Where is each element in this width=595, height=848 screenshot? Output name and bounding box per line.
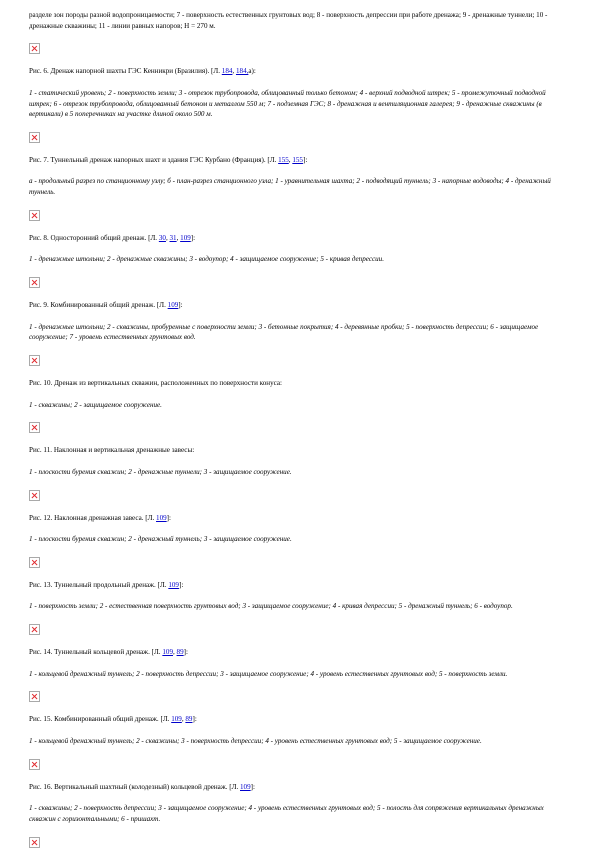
figure-legend-text: - продольный разрез по станционному узлу; б - план-разрез станционного узла; 1 - уравнительная шахта; 2 - подводящий туннель; 3 - напорные водоводы; 4 - дренажный туннель. (29, 177, 551, 197)
figure-legend-text: - плоскости бурения скважин; 2 - дренажные туннели; 3 - защищаемое сооружение. (32, 467, 292, 476)
figure-legend (29, 176, 565, 197)
figure-legend (29, 803, 565, 824)
figure-caption: Рис. 7. Туннельный дренаж напорных шахт и здания ГЭС Курбано (Франция). [Л. 155, 155]: (29, 155, 308, 164)
figure-legend-text: - поверхность земли; 2 - естественная поверхность грунтовых вод; 3 - защищаемое сооружение; 4 - кривая депрессии; 5 - дренажный туннель; 6 - водоупор. (32, 602, 513, 611)
reference-link[interactable]: 109 (167, 301, 179, 310)
intro-paragraph: разделе зон породы разной водопроницаемости; 7 - поверхность естественных грунтовых вод; 8 - поверхность депрессии при работе дренажа; 9 - дренажные туннели; 10 - дренажные скважины; 11 - линии равных напоров; H = 270 м. (29, 11, 548, 30)
figure-legend-text: - статический уровень; 2 - поверхность земли; 3 - отрезок трубопровода, облицованный только бетоном; 4 - верхний подводной штрек; 5 - промежуточный подводной штрек; 6 - отрезок трубопровода, облицованный бетоном и металлом 550 м; 7 - подземная ГЭС; 8 - дренажная и вентиляционная галерея; 9 - дренажные скважины (в вертикали) в 5 поперечниках на участке длиной около 500 м. (29, 88, 546, 119)
figure-legend-text: - дренажные штольни; 2 - дренажные скважины; 3 - водоупор; 4 - защищаемое сооружение; 5 - кривая депрессии. (32, 255, 384, 264)
figure-caption-tail: а): (248, 67, 256, 76)
broken-image-icon (29, 422, 40, 433)
figure-caption (29, 300, 565, 311)
broken-image-icon (29, 691, 40, 702)
figure-legend-lead: 1 (29, 669, 33, 678)
reference-link[interactable]: 109 (156, 513, 167, 522)
figure-legend-text: - дренажные штольни; 2 - скважины, пробуренные с поверхности земли; 3 - бетонные покрытия; 4 - деревянные пробки; 5 - поверхность депрессии; 6 - защищаемое сооружение; 7 - уровень естественных грунтовых вод. (29, 322, 539, 342)
figure-legend (29, 736, 565, 747)
reference-link[interactable]: 109 (171, 715, 182, 724)
figure-legend-text: - кольцевой дренажный туннель; 2 - поверхность депрессии; 3 - защищаемое сооружение; 4 - уровень естественных грунтовых вод; 5 - поверхность земли. (32, 669, 508, 678)
figure-caption-tail: ]: (166, 513, 172, 522)
broken-image-icon (29, 624, 40, 635)
figure-caption-tail: ]: (250, 782, 255, 791)
figure-caption-text: Рис. 11. Наклонная и вертикальная дренажные завесы: (29, 446, 195, 455)
figure-legend-lead: 1 (29, 737, 33, 746)
figure-legend-lead: 1 (29, 322, 33, 331)
figure-legend (29, 601, 565, 612)
figure-caption-tail: ]: (178, 301, 183, 310)
broken-image-icon (29, 759, 40, 770)
figure-caption: Рис. 14. Туннельный кольцевой дренаж. [Л. 109, 89]: (29, 648, 188, 657)
broken-image-icon (29, 43, 40, 54)
reference-link[interactable]: 31 (169, 233, 177, 242)
figure-caption-tail: ]: (190, 233, 196, 242)
reference-link[interactable]: 155 (278, 155, 289, 164)
figure-legend-lead: 1 (29, 535, 33, 544)
figure-caption-tail: ]: (302, 155, 308, 164)
figure-legend (29, 254, 565, 265)
figure-caption-tail: ]: (192, 715, 197, 724)
figure-legend (29, 669, 565, 680)
reference-link[interactable]: 109 (180, 233, 191, 242)
figure-legend-lead: 1 (29, 602, 33, 611)
reference-link[interactable]: 109 (168, 580, 179, 589)
figure-legend-lead: 1 (29, 467, 33, 476)
broken-image-icon (29, 277, 40, 288)
figure-caption: Рис. 8. Односторонний общий дренаж. [Л. 30, 31, 109]: (29, 233, 196, 242)
figure-legend-lead: 1 (29, 400, 33, 409)
figure-caption-text: Рис. 7. Туннельный дренаж напорных шахт и здания ГЭС Курбано (Франция). [Л. (29, 155, 279, 164)
figure-caption-text: Рис. 12. Наклонная дренажная завеса. [Л. (29, 513, 157, 522)
reference-link[interactable]: 184 (221, 67, 233, 76)
figure-legend-text: - скважины; 2 - защищаемое сооружение. (32, 400, 162, 409)
figure-caption (29, 513, 565, 524)
figure-list (29, 43, 565, 824)
reference-link[interactable]: 184, (235, 67, 249, 76)
reference-link[interactable]: 155 (292, 155, 303, 164)
figure-caption (29, 580, 565, 591)
figure-caption-text: Рис. 9. Комбинированный общий дренаж. [Л. (29, 301, 168, 310)
figure-legend-lead: 1 (29, 88, 33, 97)
figure-legend-lead: 1 (29, 255, 33, 264)
figure-caption-text: Рис. 16. Вертикальный шахтный (колодезный) кольцевой дренаж. [Л. (29, 782, 240, 791)
figure-caption-text: Рис. 13. Туннельный продольный дренаж. [Л. (29, 580, 169, 589)
figure-caption-tail: ]: (183, 648, 188, 657)
figure-legend (29, 88, 565, 120)
figure-legend (29, 534, 565, 545)
figure-legend (29, 322, 565, 343)
reference-link[interactable]: 109 (162, 648, 173, 657)
figure-legend (29, 400, 565, 411)
figure-caption-text: Рис. 15. Комбинированный общий дренаж. [Л. (29, 715, 172, 724)
figure-legend-lead: а (29, 177, 33, 186)
figure-caption-text: Рис. 8. Односторонний общий дренаж. [Л. (29, 233, 159, 242)
figure-legend-text: - скважины; 2 - поверхность депрессии; 3 - защищаемое сооружение; 4 - уровень естественных грунтовых вод; 5 - полость для сопряжения вертикальных дренажных скважин с горизонтальными; 6 - пришахт. (29, 804, 544, 823)
figure-caption-text: Рис. 14. Туннельный кольцевой дренаж. [Л. (29, 648, 163, 657)
figure-caption (29, 445, 565, 456)
broken-image-icon (29, 837, 40, 848)
figure-caption (29, 378, 565, 389)
broken-image-icon (29, 355, 40, 366)
reference-link[interactable]: 89 (176, 648, 184, 657)
figure-caption (29, 782, 565, 793)
figure-caption-text: Рис. 6. Дренаж напорной шахты ГЭС Кенникри (Бразилия). [Л. (29, 67, 222, 76)
figure-legend-text: - плоскости бурения скважин; 2 - дренажный туннель; 3 - защищаемое сооружение. (32, 535, 292, 544)
broken-image-icon (29, 490, 40, 501)
figure-legend (29, 467, 565, 478)
figure-caption-text: Рис. 10. Дренаж из вертикальных скважин, расположенных по поверхности конуса: (29, 378, 282, 387)
reference-link[interactable]: 89 (185, 715, 193, 724)
reference-link[interactable]: 109 (240, 782, 251, 791)
broken-image-icon (29, 132, 40, 143)
figure-caption-tail: ]: (178, 580, 184, 589)
figure-caption: Рис. 6. Дренаж напорной шахты ГЭС Кенникри (Бразилия). [Л. 184, 184,а): (29, 67, 256, 76)
broken-image-icon (29, 557, 40, 568)
reference-link[interactable]: 30 (158, 233, 166, 242)
figure-legend-text: - кольцевой дренажный туннель; 2 - скважины; 3 - поверхность депрессии; 4 - уровень естественных грунтовых вод; 5 - защищаемое сооружение. (32, 737, 482, 746)
figure-legend-lead: 1 (29, 804, 33, 813)
figure-caption: Рис. 15. Комбинированный общий дренаж. [Л. 109, 89]: (29, 715, 197, 724)
broken-image-icon (29, 210, 40, 221)
